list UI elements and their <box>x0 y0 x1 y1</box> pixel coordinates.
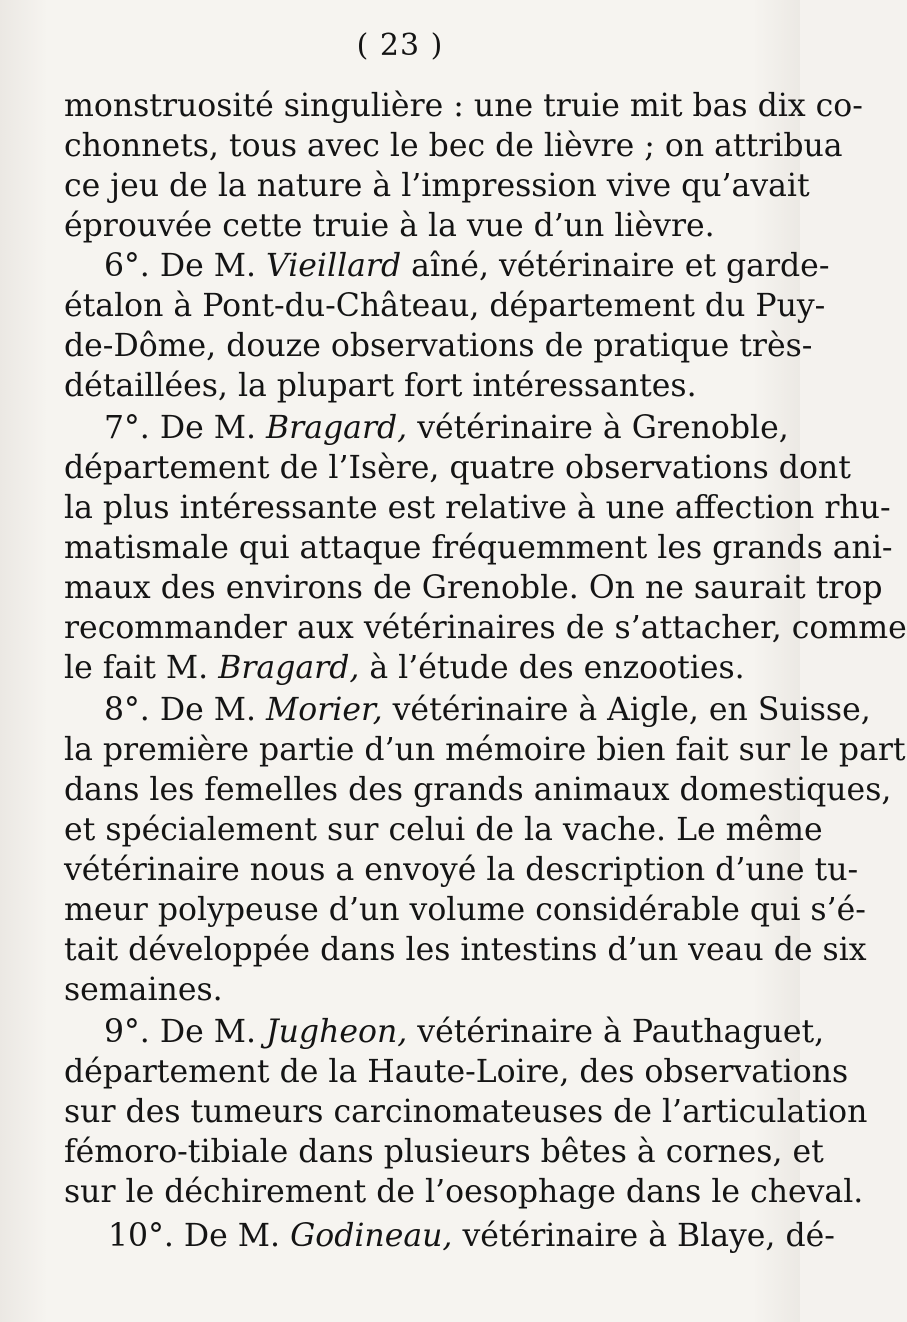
text-line: étalon à Pont-du-Château, département du Puy- <box>64 288 826 324</box>
paragraph-7-start: 7°. De M. Bragard, vétérinaire à Grenoble, <box>104 410 789 446</box>
veterinarian-name: Vieillard <box>266 248 402 284</box>
text-line: département de l’Isère, quatre observations dont <box>64 450 851 486</box>
paragraph-6-start: 6°. De M. Vieillard aîné, vétérinaire et garde- <box>104 248 830 284</box>
veterinarian-name: Godineau, <box>290 1218 453 1254</box>
text-line: maux des environs de Grenoble. On ne saurait trop <box>64 570 883 606</box>
text-line: ce jeu de la nature à l’impression vive qu’avait <box>64 168 810 204</box>
paragraph-8-start: 8°. De M. Morier, vétérinaire à Aigle, en Suisse, <box>104 692 871 728</box>
text-line: meur polypeuse d’un volume considérable qui s’é- <box>64 892 866 928</box>
text-line: tait développée dans les intestins d’un veau de six <box>64 932 867 968</box>
text-line: sur des tumeurs carcinomateuses de l’articulation <box>64 1094 868 1130</box>
text-line: la première partie d’un mémoire bien fait sur le part <box>64 732 906 768</box>
veterinarian-name: Jugheon, <box>266 1014 408 1050</box>
text-line: sur le déchirement de l’oesophage dans le cheval. <box>64 1174 864 1210</box>
page-number: ( 23 ) <box>356 28 444 63</box>
text-line: de-Dôme, douze observations de pratique très- <box>64 328 813 364</box>
paragraph-10-start: 10°. De M. Godineau, vétérinaire à Blaye, dé- <box>108 1218 835 1254</box>
text-line: et spécialement sur celui de la vache. Le même <box>64 812 823 848</box>
text-line: monstruosité singulière : une truie mit bas dix co- <box>64 88 863 124</box>
text-line: semaines. <box>64 972 223 1008</box>
text-line: vétérinaire nous a envoyé la description d’une tu- <box>64 852 859 888</box>
text-line: chonnets, tous avec le bec de lièvre ; on attribua <box>64 128 843 164</box>
text-line: recommander aux vétérinaires de s’attacher, comme <box>64 610 907 646</box>
veterinarian-name: Bragard, <box>266 410 408 446</box>
text-line: dans les femelles des grands animaux domestiques, <box>64 772 892 808</box>
text-line: détaillées, la plupart fort intéressantes. <box>64 368 697 404</box>
veterinarian-name: Bragard, <box>218 650 360 686</box>
text-line: le fait M. Bragard, à l’étude des enzooties. <box>64 650 745 686</box>
text-line: fémoro-tibiale dans plusieurs bêtes à cornes, et <box>64 1134 824 1170</box>
veterinarian-name: Morier, <box>266 692 383 728</box>
text-line: département de la Haute-Loire, des observations <box>64 1054 849 1090</box>
text-line: éprouvée cette truie à la vue d’un lièvre. <box>64 208 715 244</box>
text-line: la plus intéressante est relative à une affection rhu- <box>64 490 891 526</box>
paragraph-9-start: 9°. De M. Jugheon, vétérinaire à Pauthaguet, <box>104 1014 825 1050</box>
text-line: matismale qui attaque fréquemment les grands ani- <box>64 530 893 566</box>
